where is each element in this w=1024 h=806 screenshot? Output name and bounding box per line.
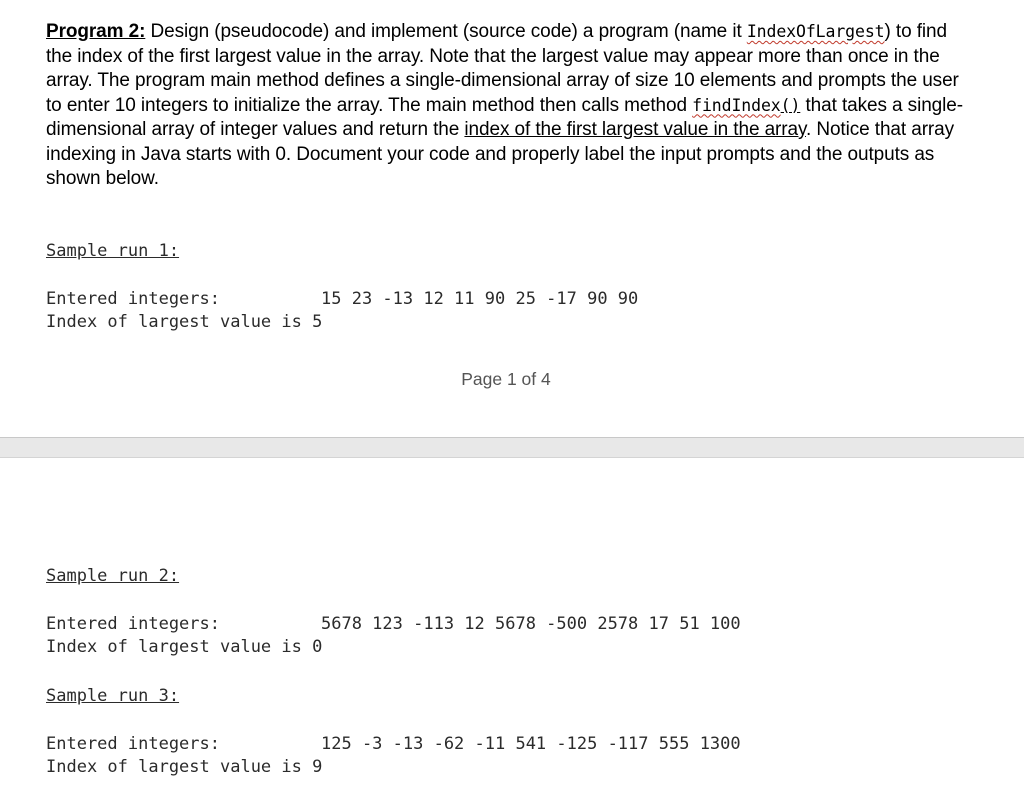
sample-run-3-input-line — [46, 733, 741, 757]
sample-run-2-input-line — [46, 613, 741, 637]
page-break — [0, 437, 1024, 458]
sample-run-2-entered-label: Entered integers: — [46, 614, 220, 634]
program-name: IndexOfLargest — [746, 22, 885, 41]
sample-run-3-label: Sample run 3: — [46, 686, 180, 706]
problem-text-4: . Notice that array indexing in Java starts with 0. Document your code and properly label the input prompts and the outputs as shown below. — [46, 119, 955, 189]
sample-run-3-entered-label: Entered integers: — [46, 734, 220, 754]
sample-run-1-label: Sample run 1: — [46, 241, 180, 261]
sample-run-2-result: Index of largest value is 0 — [46, 637, 323, 657]
sample-run-2-label: Sample run 2: — [46, 566, 180, 586]
problem-text-2: ) to find the index of the first largest value in the array. Note that the largest value may appear more than once in the array. The program main method defines a single-dimensional array of size 10 elements and prompts the user to enter 10 integers to initialize the array. The main method then calls method — [46, 21, 959, 116]
sample-run-1-input-line — [46, 288, 638, 312]
sample-run-1-integers: 15 23 -13 12 11 90 25 -17 90 90 — [321, 289, 639, 309]
problem-description — [46, 20, 976, 192]
method-name: findIndex — [692, 95, 781, 115]
problem-text-3: that takes a single-dimensional array of integer values and return the — [46, 94, 963, 140]
sample-run-3-result: Index of largest value is 9 — [46, 757, 323, 777]
method-parens: () — [780, 95, 801, 115]
sample-run-1-result: Index of largest value is 5 — [46, 312, 323, 332]
emphasis-text: index of the first largest value in the array — [464, 119, 806, 140]
sample-run-3-integers: 125 -3 -13 -62 -11 541 -125 -117 555 1300 — [321, 734, 741, 754]
sample-run-2-integers: 5678 123 -113 12 5678 -500 2578 17 51 100 — [321, 614, 741, 634]
problem-text-1: Design (pseudocode) and implement (source code) a program (name it — [145, 21, 747, 42]
sample-run-1-entered-label: Entered integers: — [46, 289, 220, 309]
page-number: Page 1 of 4 — [461, 369, 551, 389]
problem-heading: Program 2: — [46, 21, 146, 42]
